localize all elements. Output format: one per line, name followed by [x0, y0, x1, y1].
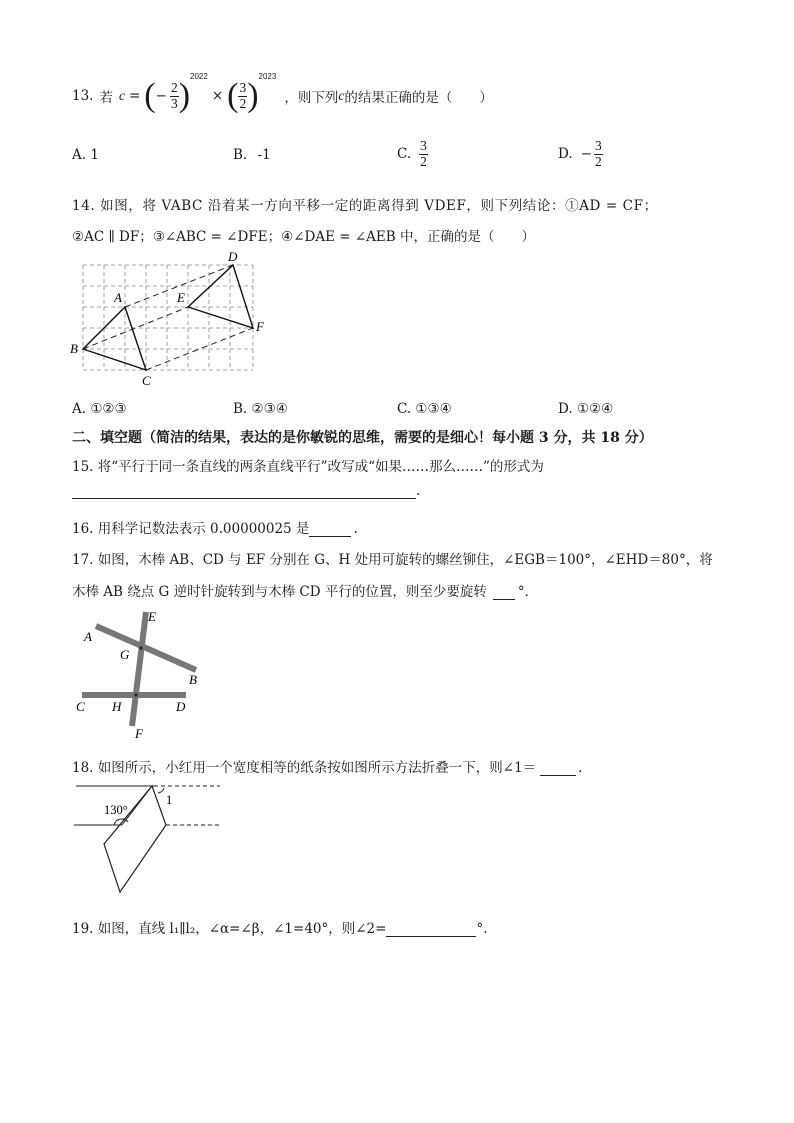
q16-stem: 16. 用科学记数法表示 0.00000025 是 . [72, 517, 358, 537]
q14-label-c: C [142, 373, 151, 388]
q15-text: 15. 将“平行于同一条直线的两条直线平行”改写成“如果……那么……”的形式为 [72, 459, 544, 475]
rivet-h [134, 693, 137, 696]
q13-fraction-2: $\frac{3}{2}$ [239, 80, 247, 111]
q15-answer-line[interactable]: . [72, 483, 420, 499]
q14-label-f: F [256, 319, 264, 334]
q14-figure [66, 246, 276, 391]
q13-suffix-b: 的结果正确的是（ ） [344, 90, 493, 106]
q14-translation-lines [83, 265, 253, 370]
q14-line1: 14. 如图，将 VABC 沿着某一方向平移一定的距离得到 VDEF，则下列结论：①AD = CF； [72, 198, 658, 214]
q13-paren-open-2: ( [227, 77, 239, 114]
q14-option-c[interactable]: C. ①③④ [397, 401, 452, 417]
q13-stem [72, 71, 493, 114]
q17-label-b: B [189, 672, 197, 687]
q18-figure [70, 780, 230, 900]
q14-label-d: D [228, 249, 238, 264]
q18-angle-label: 130° [104, 803, 128, 817]
q18-blank[interactable] [540, 761, 576, 776]
q13-paren-close: ) [178, 77, 191, 114]
q13-suffix-a: ，则下列 [284, 90, 339, 106]
q13-minus: − [155, 88, 167, 104]
q17-label-c: C [76, 699, 85, 714]
q13-option-c[interactable]: C. $\frac{3}{2}$ [397, 138, 427, 169]
q17-blank[interactable] [493, 585, 515, 600]
q13-paren-open: ( [144, 77, 156, 114]
q13-var: c [118, 88, 125, 103]
angle-1-arc [158, 788, 164, 793]
q13-option-a[interactable]: A. 1 [72, 147, 99, 163]
q14-label-a: A [114, 290, 122, 305]
q18-mark-label: 1 [166, 793, 173, 807]
q14-label-e: E [177, 290, 185, 305]
triangle-def [188, 265, 253, 328]
q15-blank[interactable] [72, 484, 416, 499]
q14-triangles [83, 265, 253, 370]
q17-label-h: H [112, 699, 122, 714]
q14-option-a[interactable]: A. ①②③ [72, 401, 127, 417]
q17-line2: 木棒 AB 绕点 G 逆时针旋转到与木棒 CD 平行的位置，则至少要旋转 °． [72, 584, 539, 600]
q13-exponent-1: 2022 [190, 71, 208, 81]
q14-grid [83, 265, 253, 370]
q19-stem: 19. 如图，直线 l₁∥l₂，∠α=∠β，∠1=40°，则∠2= °. [72, 917, 488, 937]
folded-strip [104, 786, 166, 892]
q13-equals: = [128, 88, 141, 104]
q16-text: 16. 用科学记数法表示 0.00000025 是 [72, 521, 310, 537]
q18-text: 18. 如图所示，小红用一个宽度相等的纸条按如图所示方法折叠一下，则∠1＝ [72, 760, 537, 776]
q17-figure [72, 604, 212, 744]
q13-times: × [211, 88, 224, 104]
rivet-g [139, 646, 142, 649]
stick-ef [132, 612, 146, 726]
q17-label-d: D [176, 699, 186, 714]
q13-fraction-1: $\frac{2}{3}$ [170, 80, 178, 111]
q13-number: 13. [72, 88, 94, 104]
q14-option-d[interactable]: D. ①②④ [558, 401, 614, 417]
q13-var-2: c [338, 88, 345, 103]
q14-line2: ②AC ∥ DF；③∠ABC = ∠DFE；④∠DAE = ∠AEB 中，正确的是（ ） [72, 229, 535, 245]
q17-label-f: F [135, 726, 143, 741]
q14-option-b[interactable]: B. ②③④ [233, 401, 288, 417]
q13-paren-close-2: ) [247, 77, 259, 114]
q16-blank[interactable] [309, 522, 351, 537]
triangle-abc [83, 307, 146, 370]
q13-prefix: 若 [99, 90, 113, 106]
q18-stem: 18. 如图所示，小红用一个宽度相等的纸条按如图所示方法折叠一下，则∠1＝ . [72, 756, 582, 776]
q17-line1: 17. 如图，木棒 AB、CD 与 EF 分别在 G、H 处用可旋转的螺丝铆住，∠EGB＝100°，∠EHD＝80°，将 [72, 552, 713, 568]
q19-blank[interactable] [386, 922, 476, 937]
q14-label-b: B [70, 341, 78, 356]
q13-option-b[interactable]: B. -1 [233, 147, 271, 163]
q17-label-a: A [84, 629, 92, 644]
q13-option-d[interactable]: D. − $\frac{3}{2}$ [558, 138, 602, 169]
q19-text: 19. 如图，直线 l₁∥l₂，∠α=∠β，∠1=40°，则∠2= [72, 921, 387, 937]
q17-label-e: E [148, 609, 156, 624]
q17-label-g: G [120, 647, 130, 662]
section-2-title: 二、填空题（简洁的结果，表达的是你敏锐的思维，需要的是细心！每小题 3 分，共 18 分） [72, 430, 653, 446]
q13-exponent-2: 2023 [258, 71, 277, 81]
